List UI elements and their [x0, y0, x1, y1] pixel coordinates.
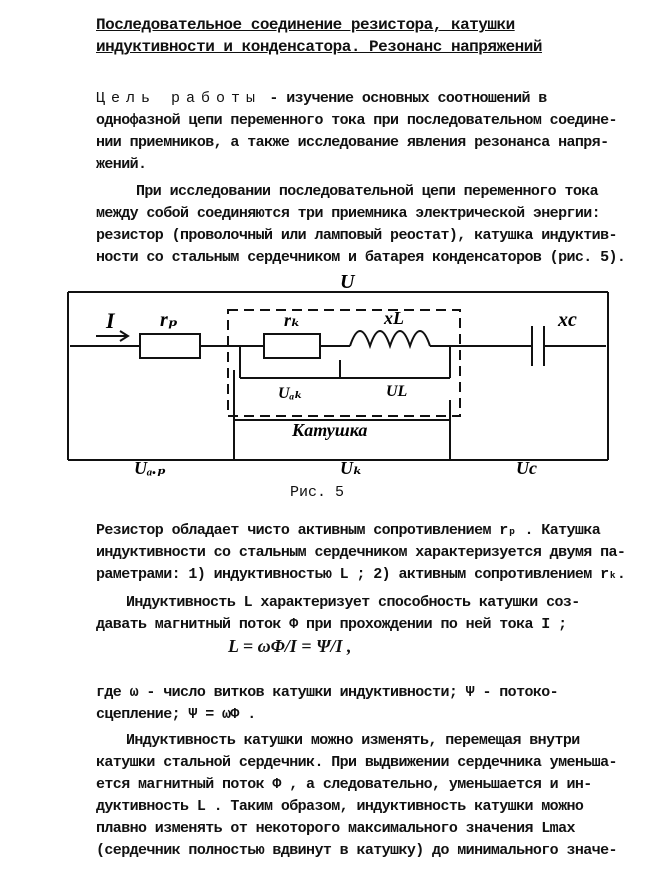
goal-text-0: - изучение основных соотношений в	[261, 90, 547, 107]
label-I: I	[106, 308, 115, 333]
p3-line-2: сцепление; Ψ = ωΦ .	[96, 706, 256, 723]
p4-line-3: ется магнитный поток Φ , а следовательно, уменьшается и ин-	[96, 776, 592, 793]
p2-line-2: давать магнитный поток Φ при прохождении по ней тока I ;	[96, 616, 567, 633]
label-rk: rₖ	[284, 310, 301, 330]
goal-line-4: жений.	[96, 156, 147, 173]
p4-line-4: дуктивность L . Таким образом, индуктивность катушки можно	[96, 798, 584, 815]
label-Uc: Uc	[516, 458, 537, 478]
p1-line-1: Резистор обладает чисто активным сопротивлением rₚ . Катушка	[96, 522, 601, 539]
p4-line-2: катушки стальной сердечник. При выдвижении сердечника уменьша-	[96, 754, 617, 771]
p1-line-3: раметрами: 1) индуктивностью L ; 2) активным сопротивлением rₖ.	[96, 566, 626, 583]
label-coil: Катушка	[292, 420, 368, 440]
p3-line-1: где ω - число витков катушки индуктивности; Ψ - потоко-	[96, 684, 559, 701]
p2-line-1: Индуктивность L характеризует способность катушки соз-	[126, 594, 580, 611]
goal-line-1	[96, 88, 547, 110]
intro-line-3: резистор (проволочный или ламповый реостат), катушка индуктив-	[96, 227, 617, 244]
label-xc: xc	[558, 309, 577, 331]
p4-line-1: Индуктивность катушки можно изменять, перемещая внутри	[126, 732, 580, 749]
figure-caption: Рис. 5	[290, 484, 345, 501]
label-xL: xL	[384, 308, 404, 328]
label-UL: UL	[386, 383, 408, 400]
inductance-formula: L = ωΦ/I = Ψ/I ,	[228, 636, 352, 656]
title-line-2: индуктивности и конденсатора. Резонанс напряжений	[96, 38, 542, 56]
label-U: U	[340, 271, 355, 293]
p4-line-6: (сердечник полностью вдвинут в катушку) до минимального значе-	[96, 842, 617, 859]
intro-line-4: ности со стальным сердечником и батарея конденсаторов (рис. 5).	[96, 249, 626, 266]
intro-line-2: между собой соединяются три приемника электрической энергии:	[96, 205, 601, 222]
label-Uk: Uₖ	[340, 458, 363, 478]
intro-line-1: При исследовании последовательной цепи переменного тока	[136, 183, 599, 200]
p1-line-2: индуктивности со стальным сердечником характеризуется двумя па-	[96, 544, 626, 561]
label-Uap: Uₐ.ₚ	[134, 458, 166, 478]
title-line-1: Последовательное соединение резистора, катушки	[96, 16, 515, 34]
goal-label: Цель работы	[96, 90, 262, 107]
circuit-diagram	[0, 270, 655, 480]
goal-line-2: однофазной цепи переменного тока при последовательном соедине-	[96, 112, 617, 129]
p4-line-5: плавно изменять от некоторого максимального значения Lmax	[96, 820, 575, 837]
label-Uak: Uₐₖ	[278, 385, 303, 402]
label-rp: rₚ	[160, 309, 178, 331]
section-title	[96, 14, 616, 58]
goal-line-3: нии приемников, а также исследование явления резонанса напря-	[96, 134, 609, 151]
